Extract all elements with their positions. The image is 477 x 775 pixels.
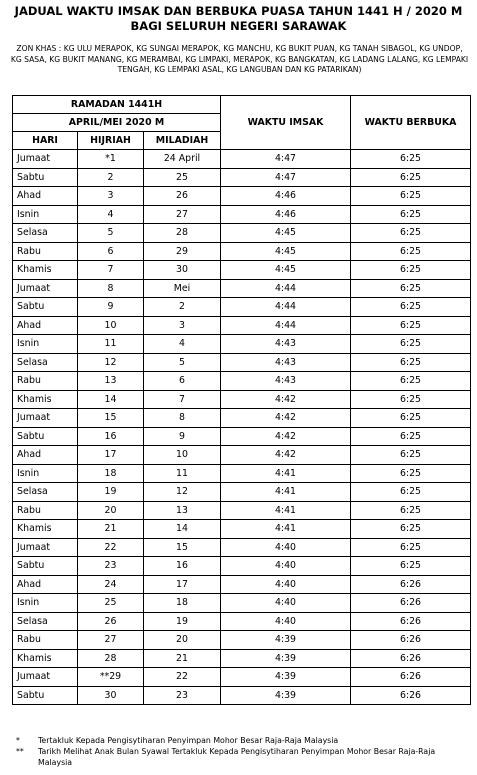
imsak-cell: 4:41 [221,501,351,520]
miladiah-cell: 26 [144,187,221,206]
berbuka-cell: 6:25 [351,353,471,372]
hijriah-cell: 9 [78,298,144,317]
hari-cell: Jumaat [13,538,78,557]
footnotes [16,735,471,768]
berbuka-cell: 6:25 [351,501,471,520]
miladiah-cell: 12 [144,483,221,502]
imsak-header: WAKTU IMSAK [221,96,351,150]
hari-cell: Rabu [13,372,78,391]
zone-description: ZON KHAS : KG ULU MERAPOK, KG SUNGAI MERAPOK, KG MANCHU, KG BUKIT PUAN, KG TANAH SIBAGOL, KG UNDOP, KG SASA, KG BUKIT MANANG, KG MERAMBAI, KG LIMPAKI, MERAPOK, KG BANGKATAN, KG LADANG LALANG, KG LEMPAKI TENGAH, KG LEMPAKI ASAL, KG LANGUBAN DAN KG PATARIKAN) [10,44,469,75]
hijriah-cell: 20 [78,501,144,520]
hari-cell: Khamis [13,390,78,409]
table-row [13,538,471,557]
table-row [13,187,471,206]
berbuka-cell: 6:25 [351,205,471,224]
document-subtitle: BAGI SELURUH NEGERI SARAWAK [130,19,347,33]
hijriah-cell: 25 [78,594,144,613]
hijriah-cell: 5 [78,224,144,243]
imsak-cell: 4:40 [221,557,351,576]
hijriah-cell: 14 [78,390,144,409]
berbuka-cell: 6:26 [351,631,471,650]
hijriah-header: HIJRIAH [78,132,144,150]
berbuka-cell: 6:25 [351,557,471,576]
berbuka-cell: 6:25 [351,372,471,391]
schedule-body [13,150,471,705]
imsak-cell: 4:43 [221,353,351,372]
table-row [13,557,471,576]
hari-cell: Jumaat [13,409,78,428]
imsak-cell: 4:47 [221,168,351,187]
hari-cell: Sabtu [13,557,78,576]
hari-cell: Rabu [13,631,78,650]
hijriah-cell: 28 [78,649,144,668]
berbuka-cell: 6:25 [351,427,471,446]
hijriah-cell: 19 [78,483,144,502]
table-row [13,353,471,372]
table-row [13,298,471,317]
hijriah-cell: 23 [78,557,144,576]
table-row [13,501,471,520]
miladiah-cell: 9 [144,427,221,446]
miladiah-cell: 20 [144,631,221,650]
imsak-cell: 4:42 [221,390,351,409]
hijriah-cell: 4 [78,205,144,224]
miladiah-cell: 5 [144,353,221,372]
miladiah-cell: 7 [144,390,221,409]
miladiah-cell: 14 [144,520,221,539]
hijriah-cell: 12 [78,353,144,372]
imsak-cell: 4:42 [221,409,351,428]
berbuka-cell: 6:25 [351,150,471,169]
table-row [13,464,471,483]
hijriah-cell: 10 [78,316,144,335]
schedule-table [12,95,471,705]
miladiah-cell: Mei [144,279,221,298]
imsak-cell: 4:40 [221,575,351,594]
berbuka-cell: 6:26 [351,594,471,613]
berbuka-cell: 6:25 [351,261,471,280]
imsak-cell: 4:41 [221,483,351,502]
hijriah-cell: **29 [78,668,144,687]
footnote [16,735,471,746]
imsak-cell: 4:44 [221,316,351,335]
hijriah-cell: 2 [78,168,144,187]
table-row [13,631,471,650]
table-row [13,520,471,539]
berbuka-cell: 6:26 [351,575,471,594]
hari-cell: Ahad [13,316,78,335]
hari-cell: Rabu [13,501,78,520]
ramadan-header: RAMADAN 1441H [13,96,221,114]
table-row [13,205,471,224]
hari-cell: Selasa [13,483,78,502]
miladiah-cell: 11 [144,464,221,483]
hijriah-cell: 11 [78,335,144,354]
hari-cell: Selasa [13,353,78,372]
hijriah-cell: *1 [78,150,144,169]
berbuka-cell: 6:25 [351,279,471,298]
table-row [13,279,471,298]
hijriah-cell: 15 [78,409,144,428]
hari-cell: Ahad [13,187,78,206]
hari-cell: Selasa [13,224,78,243]
berbuka-cell: 6:26 [351,686,471,705]
miladiah-cell: 6 [144,372,221,391]
document-title: JADUAL WAKTU IMSAK DAN BERBUKA PUASA TAHUN 1441 H / 2020 M [14,4,463,18]
footnote-mark: * [16,736,20,745]
imsak-cell: 4:39 [221,686,351,705]
berbuka-cell: 6:25 [351,298,471,317]
berbuka-cell: 6:25 [351,520,471,539]
hari-cell: Khamis [13,649,78,668]
hijriah-cell: 27 [78,631,144,650]
imsak-cell: 4:46 [221,205,351,224]
miladiah-cell: 27 [144,205,221,224]
imsak-cell: 4:39 [221,668,351,687]
berbuka-cell: 6:25 [351,168,471,187]
hijriah-cell: 24 [78,575,144,594]
table-row [13,390,471,409]
berbuka-cell: 6:25 [351,464,471,483]
hijriah-cell: 26 [78,612,144,631]
hari-cell: Sabtu [13,298,78,317]
imsak-cell: 4:44 [221,298,351,317]
miladiah-cell: 3 [144,316,221,335]
imsak-cell: 4:40 [221,594,351,613]
imsak-cell: 4:39 [221,649,351,668]
hijriah-cell: 17 [78,446,144,465]
imsak-cell: 4:47 [221,150,351,169]
hari-cell: Jumaat [13,150,78,169]
table-row [13,409,471,428]
imsak-cell: 4:42 [221,427,351,446]
table-row [13,575,471,594]
berbuka-cell: 6:25 [351,224,471,243]
hari-cell: Isnin [13,464,78,483]
hijriah-cell: 13 [78,372,144,391]
miladiah-cell: 10 [144,446,221,465]
table-row [13,649,471,668]
miladiah-cell: 28 [144,224,221,243]
hari-cell: Rabu [13,242,78,261]
footnote-mark: ** [16,747,24,756]
miladiah-cell: 21 [144,649,221,668]
hari-cell: Isnin [13,205,78,224]
hijriah-cell: 18 [78,464,144,483]
berbuka-cell: 6:25 [351,335,471,354]
miladiah-cell: 16 [144,557,221,576]
berbuka-cell: 6:26 [351,612,471,631]
berbuka-cell: 6:25 [351,409,471,428]
table-row [13,668,471,687]
miladiah-cell: 22 [144,668,221,687]
imsak-cell: 4:43 [221,372,351,391]
table-row [13,150,471,169]
table-row [13,316,471,335]
miladiah-cell: 19 [144,612,221,631]
table-row [13,483,471,502]
hari-cell: Khamis [13,520,78,539]
hari-header: HARI [13,132,78,150]
miladiah-cell: 23 [144,686,221,705]
table-row [13,446,471,465]
miladiah-cell: 29 [144,242,221,261]
hijriah-cell: 3 [78,187,144,206]
imsak-cell: 4:45 [221,224,351,243]
berbuka-cell: 6:25 [351,187,471,206]
imsak-cell: 4:41 [221,464,351,483]
imsak-cell: 4:40 [221,612,351,631]
table-row [13,335,471,354]
hijriah-cell: 8 [78,279,144,298]
miladiah-cell: 2 [144,298,221,317]
hari-cell: Sabtu [13,168,78,187]
imsak-cell: 4:45 [221,261,351,280]
berbuka-cell: 6:25 [351,242,471,261]
table-row [13,261,471,280]
miladiah-cell: 4 [144,335,221,354]
hijriah-cell: 7 [78,261,144,280]
table-row [13,612,471,631]
hari-cell: Isnin [13,335,78,354]
hijriah-cell: 30 [78,686,144,705]
berbuka-cell: 6:25 [351,538,471,557]
imsak-cell: 4:43 [221,335,351,354]
hijriah-cell: 21 [78,520,144,539]
imsak-cell: 4:40 [221,538,351,557]
table-row [13,372,471,391]
berbuka-header: WAKTU BERBUKA [351,96,471,150]
miladiah-header: MILADIAH [144,132,221,150]
berbuka-cell: 6:25 [351,483,471,502]
hari-cell: Sabtu [13,686,78,705]
table-row [13,168,471,187]
table-row [13,224,471,243]
imsak-cell: 4:41 [221,520,351,539]
table-row [13,242,471,261]
hari-cell: Sabtu [13,427,78,446]
hari-cell: Jumaat [13,279,78,298]
table-row [13,427,471,446]
hijriah-cell: 6 [78,242,144,261]
imsak-cell: 4:45 [221,242,351,261]
imsak-cell: 4:42 [221,446,351,465]
berbuka-cell: 6:26 [351,668,471,687]
hari-cell: Ahad [13,575,78,594]
table-row [13,686,471,705]
hari-cell: Ahad [13,446,78,465]
berbuka-cell: 6:25 [351,316,471,335]
berbuka-cell: 6:25 [351,446,471,465]
footnote-text: Tarikh Melihat Anak Bulan Syawal Tertakluk Kepada Pengisytiharan Penyimpan Mohor Besar Raja-Raja Malaysia [38,747,436,767]
imsak-cell: 4:46 [221,187,351,206]
miladiah-cell: 17 [144,575,221,594]
month-header: APRIL/MEI 2020 M [13,114,221,132]
miladiah-cell: 13 [144,501,221,520]
berbuka-cell: 6:25 [351,390,471,409]
miladiah-cell: 15 [144,538,221,557]
miladiah-cell: 30 [144,261,221,280]
miladiah-cell: 25 [144,168,221,187]
hijriah-cell: 16 [78,427,144,446]
table-row [13,594,471,613]
footnote [16,746,471,768]
footnote-text: Tertakluk Kepada Pengisytiharan Penyimpan Mohor Besar Raja-Raja Malaysia [38,736,339,745]
miladiah-cell: 24 April [144,150,221,169]
imsak-cell: 4:44 [221,279,351,298]
imsak-cell: 4:39 [221,631,351,650]
berbuka-cell: 6:26 [351,649,471,668]
miladiah-cell: 18 [144,594,221,613]
hari-cell: Isnin [13,594,78,613]
hari-cell: Selasa [13,612,78,631]
hari-cell: Khamis [13,261,78,280]
hijriah-cell: 22 [78,538,144,557]
hari-cell: Jumaat [13,668,78,687]
miladiah-cell: 8 [144,409,221,428]
